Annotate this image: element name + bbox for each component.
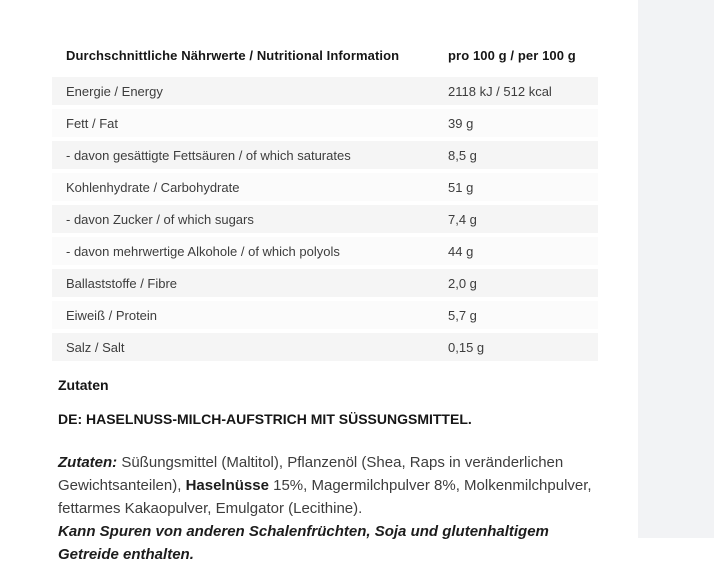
table-row xyxy=(52,237,598,265)
table-row xyxy=(52,109,598,137)
row-value: 51 g xyxy=(448,179,474,195)
row-value: 44 g xyxy=(448,243,474,259)
row-value: 8,5 g xyxy=(448,147,477,163)
ingredient-segment: Zutaten: xyxy=(58,454,118,471)
ingredient-segment: 15%, Magermilchpulver 8%, Molkenmilchpulver, fettarmes Kakaopulver, Emulgator (Lecithine). xyxy=(58,477,592,517)
row-label: Energie / Energy xyxy=(66,83,163,99)
row-value: 2118 kJ / 512 kcal xyxy=(448,83,552,99)
row-label: Salz / Salt xyxy=(66,339,125,355)
allergen-note: Kann Spuren von anderen Schalenfrüchten, Soja und glutenhaltigem Getreide enthalten. xyxy=(58,523,549,563)
row-label: Eiweiß / Protein xyxy=(66,307,158,323)
table-row xyxy=(52,333,598,361)
row-label: - davon Zucker / of which sugars xyxy=(66,211,254,227)
ingredient-segment: Haselnüsse xyxy=(185,477,269,494)
table-row xyxy=(52,77,598,105)
nutrition-table-header xyxy=(52,40,598,77)
row-label: Fett / Fat xyxy=(66,115,119,131)
row-value: 0,15 g xyxy=(448,339,485,355)
ingredients-heading: Zutaten xyxy=(58,377,109,393)
row-value: 39 g xyxy=(448,115,474,131)
nutrition-section xyxy=(52,40,598,365)
nutrition-header-value: pro 100 g / per 100 g xyxy=(448,48,576,63)
page-gutter xyxy=(638,0,714,538)
product-title: DE: HASELNUSS-MILCH-AUFSTRICH MIT SÜSSUNGSMITTEL. xyxy=(58,411,472,427)
table-row xyxy=(52,269,598,297)
ingredients-paragraph xyxy=(58,451,606,520)
row-value: 5,7 g xyxy=(448,307,477,323)
table-row xyxy=(52,205,598,233)
table-row xyxy=(52,173,598,201)
nutrition-rows xyxy=(52,77,598,361)
row-value: 7,4 g xyxy=(448,211,477,227)
ingredient-segment: Süßungsmittel (Maltitol), Pflanzenöl (Shea, Raps in veränderlichen Gewichtsanteilen), xyxy=(58,454,564,494)
row-label: - davon gesättigte Fettsäuren / of which saturates xyxy=(66,147,351,163)
row-label: Ballaststoffe / Fibre xyxy=(66,275,178,291)
row-value: 2,0 g xyxy=(448,275,477,291)
table-row xyxy=(52,141,598,169)
table-row xyxy=(52,301,598,329)
row-label: - davon mehrwertige Alkohole / of which polyols xyxy=(66,243,340,259)
nutrition-header-label: Durchschnittliche Nährwerte / Nutritional Information xyxy=(66,48,400,63)
row-label: Kohlenhydrate / Carbohydrate xyxy=(66,179,240,195)
